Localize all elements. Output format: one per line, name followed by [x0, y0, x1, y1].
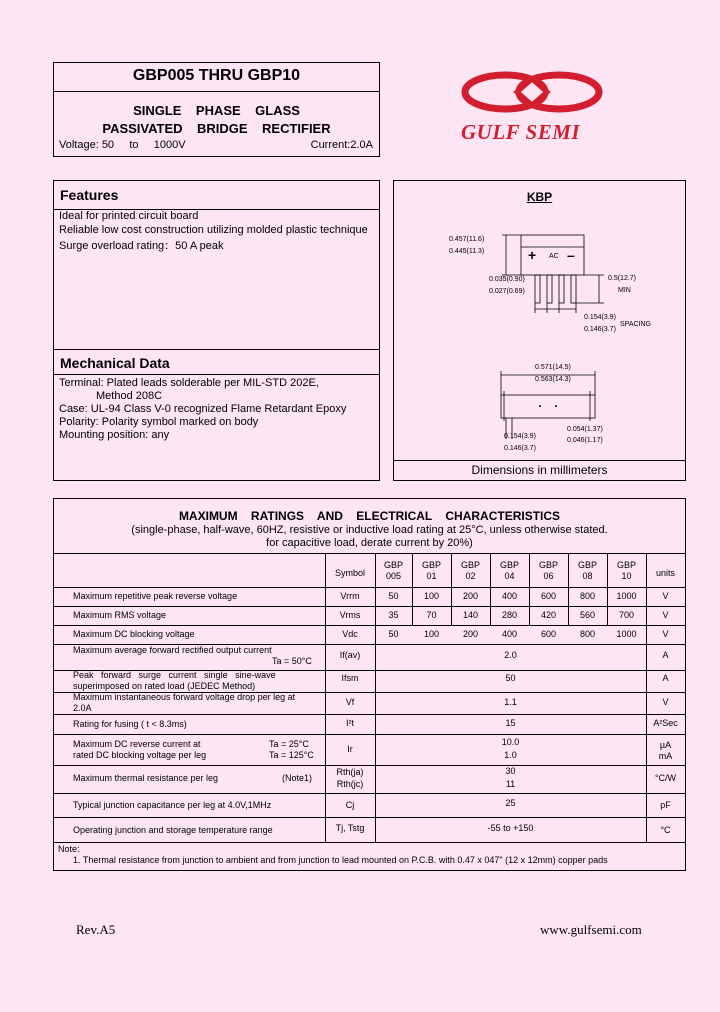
- symbol-cell: Rth(ja): [336, 767, 364, 777]
- value-cell: 800: [579, 591, 596, 601]
- caption-divider: [394, 460, 685, 461]
- part-range-title: GBP005 THRU GBP10: [132, 67, 301, 84]
- unit-cell: V: [662, 629, 669, 639]
- dim-label: 0.027(0.69): [489, 288, 525, 295]
- value-cell: 800: [579, 629, 596, 639]
- ratings-note-1: (single-phase, half-wave, 60HZ, resistive or inductive load rating at 25°C, unless otherwise stated.: [131, 524, 608, 536]
- symbol-cell: Vrrm: [340, 591, 360, 601]
- dim-label: 0.146(3.7): [504, 445, 536, 452]
- table-line: [54, 714, 685, 715]
- common-value-cell: 2.0: [504, 650, 517, 660]
- dim-label: 0.563(14.3): [535, 376, 571, 383]
- header-units: units: [655, 568, 675, 578]
- unit-cell-2: mA: [658, 751, 673, 761]
- header-part: GBP 06: [538, 560, 558, 581]
- gulf-semi-logo: [455, 62, 610, 152]
- param-label-2: 2.0A: [73, 703, 92, 713]
- value-cell: 600: [540, 629, 557, 639]
- dim-label: 0.571(14.5): [535, 364, 571, 371]
- header-subtitle-2: PASSIVATED BRIDGE RECTIFIER: [102, 121, 331, 136]
- ratings-box: [53, 498, 686, 871]
- param-label: Operating junction and storage temperature range: [73, 825, 273, 835]
- dim-label: 0.035(0.90): [489, 276, 525, 283]
- unit-cell: A: [662, 673, 669, 683]
- param-label: Maximum RMS voltage: [73, 610, 167, 620]
- dim-label: 0.457(11.6): [449, 236, 485, 243]
- table-line: [54, 625, 685, 626]
- dim-label: 0.154(3.9): [504, 433, 536, 440]
- minus-terminal: –: [567, 247, 575, 263]
- table-line: [54, 817, 685, 818]
- unit-cell: °C/W: [654, 773, 677, 783]
- unit-cell: pF: [660, 800, 671, 810]
- param-label: Maximum thermal resistance per leg: [73, 773, 219, 783]
- common-value-cell: 1.1: [504, 697, 517, 707]
- unit-cell: V: [662, 591, 669, 601]
- value-cell: 560: [579, 610, 596, 620]
- symbol-cell: Cj: [345, 800, 355, 810]
- unit-cell: A: [662, 650, 669, 660]
- header-part: GBP 005: [383, 560, 403, 581]
- package-box: [393, 180, 686, 481]
- mech-divider: [54, 374, 379, 375]
- table-line: [54, 587, 685, 588]
- param-condition: Ta = 125°C: [269, 750, 314, 760]
- value-cell: 100: [423, 591, 440, 601]
- param-label: Rating for fusing ( t < 8.3ms): [73, 719, 187, 729]
- param-label: Maximum instantaneous forward voltage drop per leg at: [73, 692, 296, 702]
- ac-label: AC: [549, 253, 559, 260]
- value-cell: 280: [501, 610, 518, 620]
- symbol-cell: Ifsm: [341, 673, 359, 683]
- mech-top-divider: [54, 349, 379, 350]
- param-label: Maximum DC reverse current at: [73, 739, 201, 749]
- header-part: GBP 10: [616, 560, 636, 581]
- value-cell: 600: [540, 591, 557, 601]
- feature-item: Reliable low cost construction utilizing molded plastic technique: [59, 224, 368, 236]
- unit-cell: µA: [659, 740, 672, 750]
- dim-label: MIN: [618, 287, 631, 294]
- header-subtitle-1: SINGLE PHASE GLASS: [133, 103, 300, 118]
- current-rating: Current:2.0A: [310, 139, 373, 151]
- features-box: [53, 180, 380, 481]
- ratings-note-2: for capacitive load, derate current by 20%): [266, 537, 473, 549]
- header-part: GBP 08: [577, 560, 597, 581]
- value-cell: 50: [388, 629, 399, 639]
- value-cell: 70: [426, 610, 437, 620]
- value-cell: 50: [388, 591, 399, 601]
- unit-cell: °C: [660, 825, 671, 835]
- feature-item: Ideal for printed circuit board: [59, 210, 199, 222]
- revision-label: Rev.A5: [76, 922, 116, 937]
- table-line: [54, 842, 685, 843]
- logo-text: GULF SEMI: [461, 120, 581, 144]
- common-value-cell: 30: [505, 766, 516, 776]
- mech-item: Mounting position: any: [59, 429, 170, 441]
- param-condition: (Note1): [282, 773, 313, 783]
- symbol-cell: I²t: [346, 718, 354, 728]
- mech-item: Terminal: Plated leads solderable per MIL-STD 202E,: [59, 377, 319, 389]
- param-label-2: rated DC blocking voltage per leg: [73, 750, 207, 760]
- symbol-cell: If(av): [339, 650, 361, 660]
- value-cell: 400: [501, 591, 518, 601]
- note-label: Note:: [58, 844, 80, 854]
- table-line: [54, 793, 685, 794]
- dim-label: SPACING: [620, 321, 651, 328]
- mech-item: Method 208C: [96, 390, 163, 402]
- table-line: [54, 553, 685, 554]
- voltage-range: Voltage: 50 to 1000V: [59, 139, 186, 151]
- param-condition: Ta = 25°C: [269, 739, 309, 749]
- symbol-cell: Ir: [347, 744, 353, 754]
- common-value-cell: 15: [505, 718, 516, 728]
- value-cell: 400: [501, 629, 518, 639]
- param-label: Peak forward surge current single sine-wave: [73, 670, 276, 680]
- common-value-cell: 25: [505, 798, 516, 808]
- symbol-cell: Vdc: [342, 629, 358, 639]
- symbol-cell-2: Rth(jc): [336, 779, 364, 789]
- param-label: Maximum DC blocking voltage: [73, 629, 195, 639]
- features-title: Features: [60, 187, 119, 203]
- note-text: 1. Thermal resistance from junction to ambient and from junction to lead mounted on P.C.B. with 0.47 x 047" (12 x 12mm) copper pads: [73, 855, 608, 865]
- mechanical-title: Mechanical Data: [60, 355, 170, 371]
- unit-cell: V: [662, 697, 669, 707]
- header-part: GBP 04: [499, 560, 519, 581]
- common-value-cell: -55 to +150: [487, 823, 534, 833]
- symbol-cell: Tj, Tstg: [335, 823, 365, 833]
- symbol-cell: Vrms: [339, 610, 361, 620]
- website-url[interactable]: www.gulfsemi.com: [540, 922, 642, 937]
- package-name: KBP: [526, 190, 553, 204]
- table-line: [54, 606, 685, 607]
- value-cell: 700: [618, 610, 635, 620]
- dim-label: 0.054(1.37): [567, 426, 603, 433]
- mech-item: Case: UL-94 Class V-0 recognized Flame Retardant Epoxy: [59, 403, 347, 415]
- mech-item: Polarity: Polarity symbol marked on body: [59, 416, 259, 428]
- ratings-title: MAXIMUM RATINGS AND ELECTRICAL CHARACTERISTICS: [178, 509, 561, 523]
- value-cell: 1000: [616, 591, 637, 601]
- feature-item: Surge overload rating：50 A peak: [59, 240, 224, 252]
- header-part: GBP 01: [421, 560, 441, 581]
- dim-label: 0.5(12.7): [608, 275, 637, 282]
- header-divider: [54, 91, 379, 92]
- value-cell: 200: [462, 591, 479, 601]
- common-value-cell: 50: [505, 673, 516, 683]
- common-value-cell-2: 11: [505, 779, 516, 789]
- header-part: GBP 02: [460, 560, 480, 581]
- value-cell: 1000: [616, 629, 637, 639]
- common-value-cell-2: 1.0: [504, 750, 517, 760]
- value-cell: 140: [462, 610, 479, 620]
- dim-label: 0.154(3.9): [584, 314, 616, 321]
- param-condition: Ta = 50°C: [272, 656, 312, 666]
- dim-label: 0.046(1.17): [567, 437, 603, 444]
- value-cell: 100: [423, 629, 440, 639]
- table-line: [54, 734, 685, 735]
- value-cell: 420: [540, 610, 557, 620]
- common-value-cell: 10.0: [501, 737, 520, 747]
- param-label: Typical junction capacitance per leg at 4.0V,1MHz: [73, 800, 272, 810]
- unit-cell: A²Sec: [653, 718, 678, 728]
- dim-label: 0.445(11.3): [449, 248, 485, 255]
- value-cell: 200: [462, 629, 479, 639]
- param-label-2: superimposed on rated load (JEDEC Method): [73, 681, 256, 691]
- unit-cell: V: [662, 610, 669, 620]
- plus-terminal: +: [528, 247, 537, 263]
- symbol-cell: Vf: [345, 697, 355, 707]
- param-label: Maximum average forward rectified output current: [73, 645, 272, 655]
- header-symbol: Symbol: [334, 568, 365, 578]
- value-cell: 35: [388, 610, 399, 620]
- dim-label: 0.146(3.7): [584, 326, 616, 333]
- param-label: Maximum repetitive peak reverse voltage: [73, 591, 238, 601]
- dimensions-caption: Dimensions in millimeters: [471, 463, 608, 477]
- header-box: [53, 62, 380, 157]
